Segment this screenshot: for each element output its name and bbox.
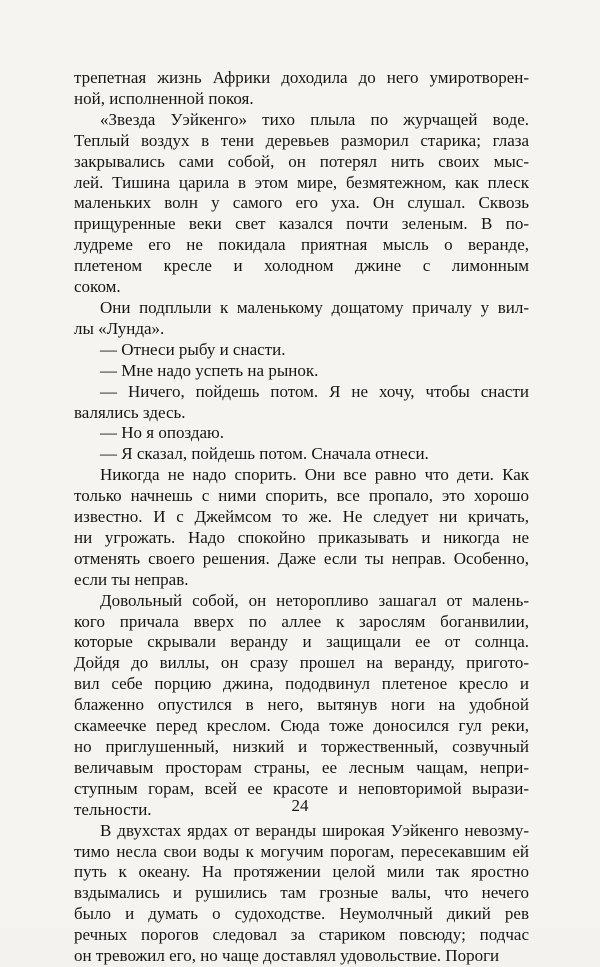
text-line: — Ничего, пойдешь потом. Я не хочу, чтобы снасти — [100, 381, 529, 401]
text-line: кого причала вверх по аллее к зарослям боганвилии, — [74, 611, 529, 631]
text-line: только начнешь с ними спорить, все пропало, это хорошо — [74, 486, 529, 506]
text-line: скамеечке перед креслом. Сюда тоже доносился гул реки, — [74, 716, 529, 736]
page-text — [74, 68, 529, 967]
paragraph — [74, 423, 529, 444]
text-line: маленьких волн у самого его уха. Он слушал. Сквозь — [74, 193, 529, 213]
text-line: было и думать о судоходстве. Неумолчный дикий рев — [74, 904, 529, 924]
paragraph — [74, 68, 529, 110]
text-line: известно. И с Джеймсом то же. Не следует ни кричать, — [74, 507, 529, 527]
text-line: закрывались сами собой, он потерял нить своих мыс- — [74, 151, 529, 171]
text-line: ступным горам, всей ее красоте и неповторимой вырази- — [74, 778, 529, 798]
text-line: лей. Тишина царила в этом мире, безмятежном, как плеск — [74, 172, 529, 192]
text-line: трепетная жизнь Африки доходила до него умиротворен- — [74, 68, 529, 87]
text-line: прищуренные веки свет казался почти зеленым. В по- — [74, 214, 529, 234]
text-line: В двухстах ярдах от веранды широкая Уэйкенго невозму- — [100, 820, 529, 840]
text-line: вил себе порцию джина, пододвинул плетеное кресло и — [74, 674, 529, 694]
text-line: лудреме его не покидала приятная мысль о веранде, — [74, 235, 529, 255]
page-number: 24 — [291, 796, 309, 815]
text-line: ной, исполненной покоя. — [74, 88, 254, 108]
text-line: ни угрожать. Надо спокойно приказывать и никогда не — [74, 527, 529, 547]
text-line: тимо несла свои воды к могучим порогам, пересекавшим ей — [74, 841, 529, 861]
text-line: отменять своего решения. Даже если ты неправ. Особенно, — [74, 548, 529, 568]
text-line: плетеном кресле и холодном джине с лимонным — [74, 256, 529, 276]
paragraph — [74, 465, 529, 590]
text-line: которые скрывали веранду и защищали ее от солнца. — [74, 632, 529, 652]
text-line: блаженно опустился в него, вытянув ноги на удобной — [74, 695, 529, 715]
text-line: валялись здесь. — [74, 402, 186, 422]
text-line: — Отнеси рыбу и снасти. — [100, 339, 286, 359]
text-line: путь к океану. На протяжении целой мили так яростно — [74, 862, 529, 882]
text-line: лы «Лунда». — [74, 318, 165, 338]
text-line: величавым просторам страны, ее лесным чащам, непри- — [74, 757, 529, 777]
text-line: Дойдя до виллы, он сразу прошел на веранду, пригото- — [74, 653, 529, 673]
paragraph — [74, 821, 529, 967]
text-line: вздымались и рушились там грозные валы, что нечего — [74, 883, 529, 903]
text-line: — Но я опоздаю. — [100, 423, 224, 443]
text-line: соком. — [74, 277, 121, 297]
text-line: Они подплыли к маленькому дощатому причалу у вил- — [100, 297, 529, 317]
paragraph — [74, 444, 529, 465]
paragraph — [74, 361, 529, 382]
text-line: если ты неправ. — [74, 569, 189, 589]
paragraph — [74, 298, 529, 340]
text-line: Довольный собой, он неторопливо зашагал от малень- — [100, 590, 529, 610]
text-line: Теплый воздух в тени деревьев разморил старика; глаза — [74, 130, 529, 150]
text-line: он тревожил его, но чаще доставлял удовольствие. Пороги — [74, 946, 500, 966]
text-line: — Я сказал, пойдешь потом. Сначала отнеси. — [100, 444, 429, 464]
text-line: тельности. — [74, 799, 152, 819]
paragraph — [74, 110, 529, 298]
text-line: — Мне надо успеть на рынок. — [100, 360, 319, 380]
text-line: речных порогов следовал за стариком повсюду; подчас — [74, 925, 529, 945]
paragraph — [74, 382, 529, 424]
text-line: но приглушенный, низкий и торжественный, созвучный — [74, 737, 529, 756]
text-line: «Звезда Уэйкенго» тихо плыла по журчащей воде. — [100, 109, 529, 129]
text-line: Никогда не надо спорить. Они все равно что дети. Как — [100, 465, 529, 485]
paragraph — [74, 591, 529, 821]
paragraph — [74, 340, 529, 361]
